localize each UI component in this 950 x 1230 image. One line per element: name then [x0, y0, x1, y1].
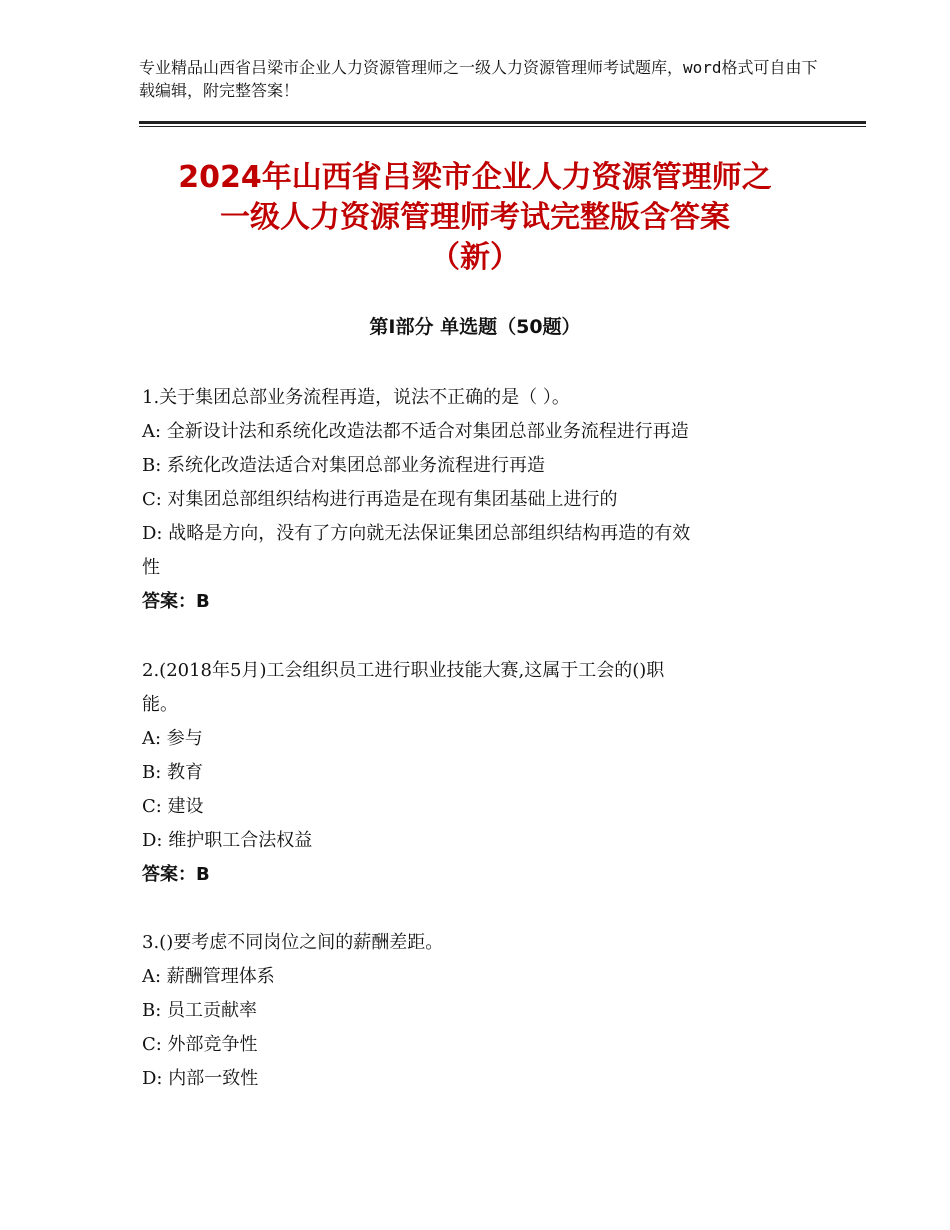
header-note: 专业精品山西省吕梁市企业人力资源管理师之一级人力资源管理师考试题库，word格式可自由下载编辑，附完整答案！ — [139, 58, 818, 100]
question-1-option-d: D: 战略是方向，没有了方向就无法保证集团总部组织结构再造的有效 — [142, 523, 691, 544]
question-2-option-b: B: 教育 — [142, 762, 204, 783]
document-title-line: （新） — [430, 240, 520, 275]
question-2-stem: 2.(2018年5月)工会组织员工进行职业技能大赛,这属于工会的()职 — [142, 660, 665, 681]
question-1-option-a: A: 全新设计法和系统化改造法都不适合对集团总部业务流程进行再造 — [142, 421, 689, 442]
header-rule-thick — [139, 121, 866, 124]
question-3-option-b: B: 员工贡献率 — [142, 1000, 258, 1021]
question-1-option-c: C: 对集团总部组织结构进行再造是在现有集团基础上进行的 — [142, 489, 618, 510]
question-1-stem: 1.关于集团总部业务流程再造，说法不正确的是（ ）。 — [142, 387, 570, 408]
document-title-line: 一级人力资源管理师考试完整版含答案 — [220, 200, 730, 235]
question-2-option-a: A: 参与 — [142, 728, 203, 749]
question-1-option-b: B: 系统化改造法适合对集团总部业务流程进行再造 — [142, 455, 546, 476]
question-1-option-d-continued: 性 — [142, 557, 160, 578]
document-title-line: 2024年山西省吕梁市企业人力资源管理师之 — [178, 160, 772, 195]
section-title: 第Ⅰ部分 单选题（50题） — [369, 316, 581, 338]
question-1-answer: 答案：B — [142, 591, 210, 612]
question-3-option-c: C: 外部竞争性 — [142, 1034, 258, 1055]
question-2-option-d: D: 维护职工合法权益 — [142, 830, 313, 851]
question-2-stem-continued: 能。 — [142, 694, 178, 715]
question-2-option-c: C: 建设 — [142, 796, 204, 817]
document-title — [120, 158, 830, 278]
header-rule-thin — [139, 126, 866, 127]
question-2-answer: 答案：B — [142, 864, 210, 885]
question-3-option-a: A: 薪酬管理体系 — [142, 966, 275, 987]
question-3-stem: 3.()要考虑不同岗位之间的薪酬差距。 — [142, 932, 444, 953]
question-3-option-d: D: 内部一致性 — [142, 1068, 259, 1089]
